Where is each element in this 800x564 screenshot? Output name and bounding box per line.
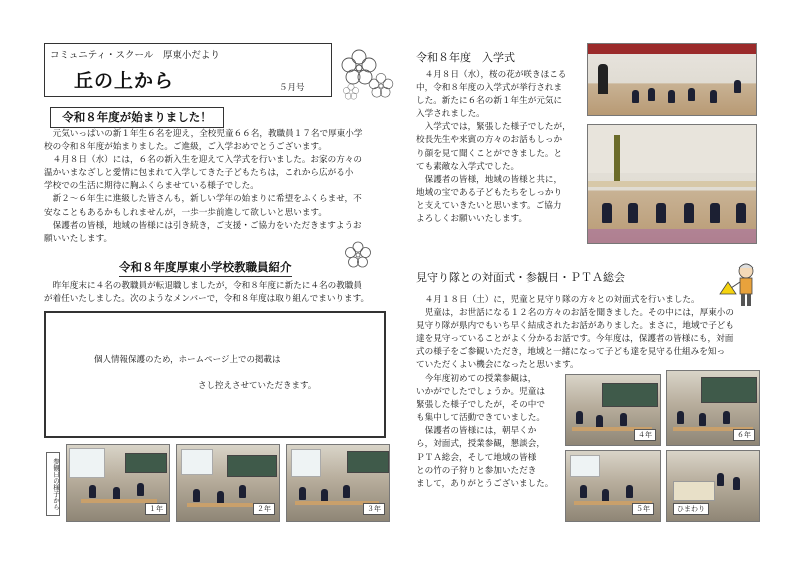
entrance-line: り顔を見て聞くことができました。と (416, 148, 563, 159)
entrance-line: した。新たに６名の新１年生が元気に (416, 96, 563, 107)
event-line: まして，ありがとうございました。 (416, 478, 554, 489)
photo-caption: １年 (145, 503, 167, 515)
intro-line: 学校での生活に期待に胸ふくらませている様子でした。 (44, 181, 259, 192)
photo-caption: ４年 (634, 429, 656, 441)
entrance-line: 中，令和８年度の入学式が挙行されま (416, 83, 563, 94)
event-line: 式の様子をご参観いただき，地域と一緒になって子ども達を見守る仕組みを知っ (416, 347, 726, 358)
event-line: 見守り隊が県内でもいち早く結成されたお話がありました。まさに，地域で子ども (416, 321, 734, 332)
intro-line: 温かいまなざしと愛情に包まれて入学してきた子どもたちは，これから広がる小 (44, 168, 354, 179)
entrance-ceremony-photo-1 (587, 43, 757, 116)
entrance-line: よろしくお願いいたします。 (416, 214, 528, 225)
class-photo-grade5 (565, 450, 661, 522)
entrance-line: 入学されました。 (416, 109, 485, 120)
event-line: との竹の子狩りと参加いただき (416, 465, 537, 476)
event-section-heading: 見守り隊との対面式・参観日・ＰＴＡ総会 (416, 271, 625, 284)
entrance-line: 校長先生や来賓の方々のお話もしっか (416, 135, 563, 146)
privacy-notice-line: さし控えさせていただきます。 (198, 381, 317, 391)
issue-month: ５月号 (279, 83, 305, 93)
entrance-line: 保護者の皆様，地域の皆様と共に， (424, 174, 563, 185)
staff-intro (44, 280, 394, 306)
entrance-article (416, 69, 584, 226)
event-line: いかがでしたでしょうか。児童は (416, 387, 545, 398)
photo-caption: ２年 (253, 503, 275, 515)
observation-day-label: 参観日の様子から (46, 452, 60, 516)
intro-line: ４月８日（水）には，６名の新入生を迎えて入学式を行いました。お家の方々の (52, 155, 362, 166)
event-line: 保護者の皆様には，朝早くか (424, 426, 537, 437)
event-line: 児童は，お世話になる１２名の方々のお話を聞きました。その中には，厚東小の (424, 308, 734, 319)
class-photo-himawari (666, 450, 760, 522)
class-photo-grade4 (565, 374, 661, 446)
intro-line: 願いいたします。 (44, 233, 113, 244)
intro-line: 保護者の皆様，地域の皆様には引き続き，ご支援・ご協力をいただきますようお (52, 220, 362, 231)
class-photo-grade2 (176, 444, 280, 522)
privacy-notice-box (44, 311, 386, 438)
entrance-line: 地域の宝である子どもたちをしっかり (416, 187, 563, 198)
staff-intro-line: 昨年度末に４名の教職員が転退職しましたが，令和８年度に新たに４名の教職員 (52, 281, 362, 291)
entrance-line: と支えていきたいと思います。ご協力 (416, 200, 562, 211)
photo-caption: ３年 (363, 503, 385, 515)
event-line: 今年度初めての授業参観は， (424, 374, 537, 384)
photo-caption: ５年 (632, 503, 654, 515)
photo-caption: ひまわり (673, 503, 709, 515)
privacy-notice-line: 個人情報保護のため，ホームページ上での掲載は (94, 355, 281, 365)
class-photo-grade3 (286, 444, 390, 522)
entrance-line: 入学式では，緊張した様子でしたが， (424, 122, 571, 133)
intro-line: 元気いっぱいの新１年生６名を迎え，全校児童６６名，教職員１７名で厚東小学 (52, 129, 363, 139)
event-article-top (416, 294, 760, 373)
entrance-line: ４月８日（水），桜の花が咲きほこる (424, 70, 567, 80)
cherry-blossom-illustration (337, 46, 397, 104)
intro-line: 安なこともあるかもしれませんが，一歩一歩前進して欲しいと思います。 (44, 207, 327, 218)
event-line: ４月１８日（土）に，児童と見守り隊の方々との対面式を行いました。 (424, 295, 700, 305)
event-line: も集中して活動できていました。 (416, 413, 545, 424)
staff-intro-line: が着任いたしました。次のようなメンバーで，令和８年度は取り組んでまいります。 (44, 294, 370, 305)
event-line: ＰＴＡ総会，そして地域の皆様 (416, 452, 537, 463)
staff-section-heading: 令和８年度厚東小学校教職員紹介 (119, 259, 292, 277)
event-line: 緊張した様子でしたが，その中で (416, 400, 545, 411)
class-photo-grade6 (666, 370, 760, 446)
event-line: 達を見守っていることがよく分かるお話です。今年度は，保護者の皆様にも，対面 (416, 334, 734, 345)
intro-line: 校の令和８年度が始まりました。ご進級，ご入学おめでとうございます。 (44, 142, 327, 153)
intro-line: 新２～６年生に進級した皆さんも，新しい学年の始まりに希望をふくらませ，不 (52, 194, 362, 205)
newsletter-title: 丘の上から (74, 70, 175, 92)
class-photo-grade1 (66, 444, 170, 522)
newsletter-subtitle: コミュニティ・スクール 厚東小だより (50, 50, 220, 61)
entrance-ceremony-photo-2 (587, 124, 757, 244)
event-line: ら，対面式，授業参観，懇談会， (416, 439, 545, 450)
event-article-bottom (416, 373, 564, 491)
section-heading-new-year: 令和８年度が始まりました！ (50, 107, 224, 128)
entrance-line: ても素敵な入学式でした。 (416, 161, 520, 172)
intro-article (44, 128, 394, 246)
entrance-ceremony-heading: 令和８年度 入学式 (416, 51, 515, 64)
event-line: ていただくよい機会になったと思います。 (416, 360, 579, 371)
cherry-blossom-small-illustration (343, 240, 377, 272)
photo-caption: ６年 (733, 429, 755, 441)
